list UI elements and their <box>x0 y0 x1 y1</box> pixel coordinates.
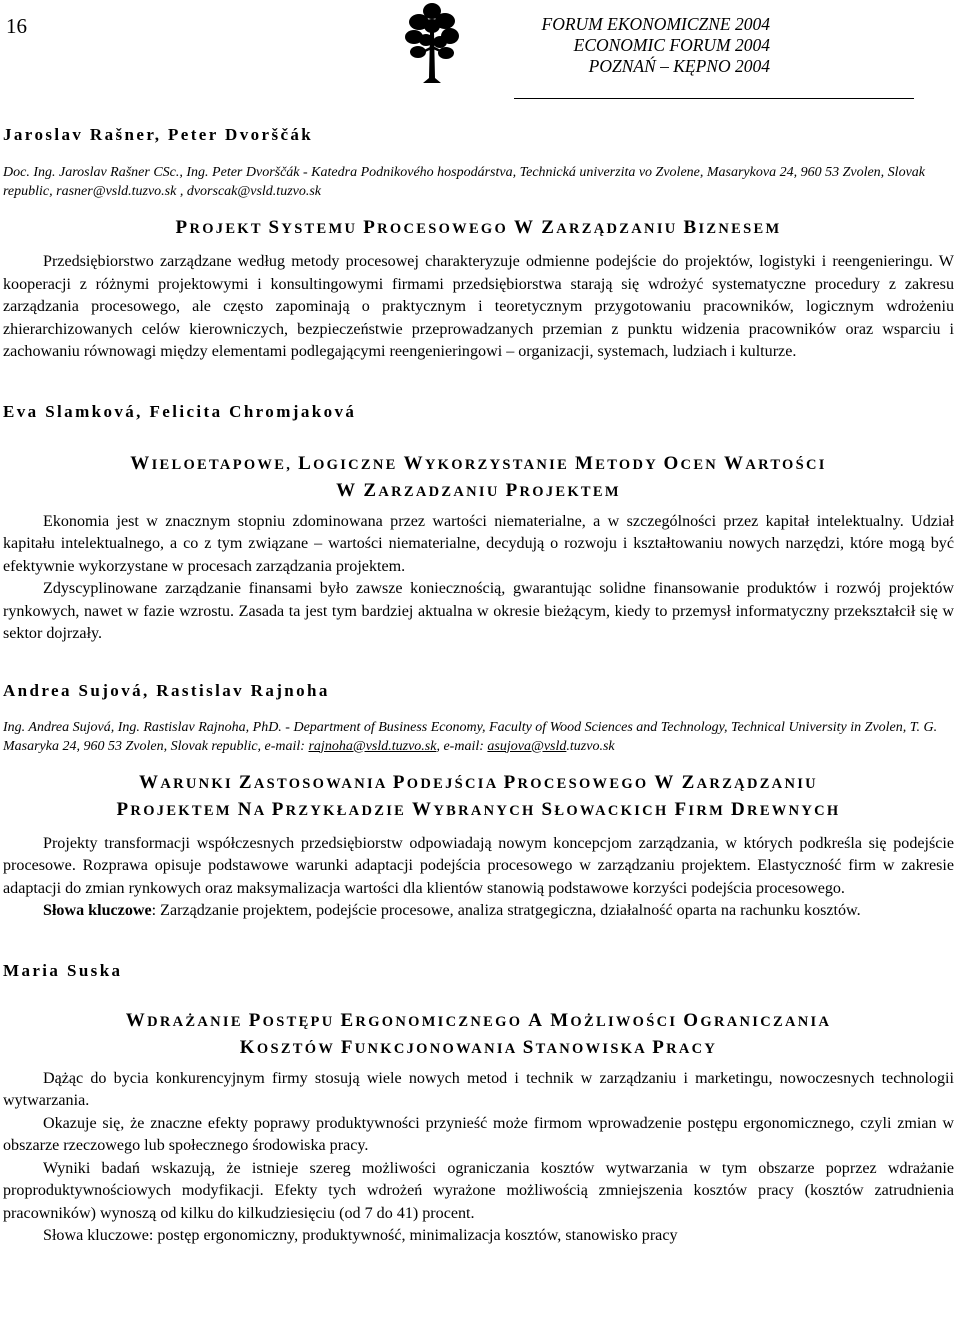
authors: Eva Slamková, Felicita Chromjaková <box>3 401 357 421</box>
authors: Jaroslav Rašner, Peter Dvorščák <box>3 125 314 144</box>
page-content <box>3 124 954 1248</box>
abstract-paragraph: Projekty transformacji współczesnych przedsiębiorstw odpowiadają nowym koncepcjom zarządzania, w których podkreśla się podejście procesowe. Rozprawa opisuje podstawowe warunki adaptacji podejścia procesowego w zarządzaniu projektem. Elastyczność firm w zakresie adaptacji do zmian rynkowych oraz maksymalizacja wartości dla klientów stanowią podstawowe korzyści podejścia procesowego. <box>3 834 954 897</box>
article-title: PROJEKT SYSTEMU PROCESOWEGO W ZARZĄDZANIU BIZNESEM <box>175 217 782 238</box>
abstract-section <box>3 401 954 646</box>
abstract-section <box>3 680 954 923</box>
header-rule <box>514 98 914 99</box>
page-number: 16 <box>6 14 27 38</box>
abstract-body <box>3 251 954 364</box>
affiliation-text: .tuzvo.sk <box>566 738 615 754</box>
abstract-paragraph: Okazuje się, że znaczne efekty poprawy produktywności przynieść może firmom wprowadzenie postępu ergonomicznego, czyli zmian w obszarze rzeczowego lub społecznego środowiska pracy. <box>3 1114 954 1154</box>
email-link[interactable]: rajnoha@vsld.tuzvo.sk <box>308 738 437 754</box>
article-title: PROJEKTEM NA PRZYKŁADZIE WYBRANYCH SŁOWACKICH FIRM DREWNYCH <box>116 798 841 820</box>
email-link[interactable]: asujova@vsld <box>487 738 567 754</box>
tree-logo-icon <box>404 2 460 84</box>
conference-line: POZNAŃ – KĘPNO 2004 <box>588 56 770 76</box>
abstract-paragraph: Ekonomia jest w znacznym stopniu zdominowana przez wartości niematerialne, a w szczególności przez kapitał intelektualny. Udział kapitału intelektualnego, a co z tym związane – wartości niematerialne, decydują o rozwoju i kształtowaniu nowych narzędzi, które mogą być efektywnie wykorzystane w procesach zarządzania projektem. <box>3 512 954 575</box>
abstract-section <box>3 960 954 1248</box>
conference-info <box>542 14 770 77</box>
article-title: WDRAŻANIE POSTĘPU ERGONOMICZNEGO A MOŻLIWOŚCI OGRANICZANIA <box>125 1009 832 1031</box>
keywords-text: : Zarządzanie projektem, podejście procesowe, analiza stratgegiczna, działalność oparta na rachunku kosztów. <box>151 902 861 919</box>
abstract-body <box>3 1068 954 1248</box>
abstract-paragraph: Zdyscyplinowane zarządzanie finansami było zawsze koniecznością, gwarantując solidne finansowanie produktów i rozwój projektów rynkowych, nawet w fazie wzrostu. Zasada ta jest tym bardziej aktualna w okresie bieżącym, kiedy to przemysł informatyczny przekształcił się w sektor dojrzały. <box>3 580 954 642</box>
page-header <box>0 0 960 100</box>
affiliation: Doc. Ing. Jaroslav Rašner CSc., Ing. Peter Dvorščák - Katedra Podnikového hospodárstva, Technická univerzita vo Zvolene, Masarykova 24, 960 53 Zvolen, Slovak republic, rasner@vsld.tuzvo.sk , dvorscak@vsld.tuzvo.sk <box>3 165 925 199</box>
keywords: Słowa kluczowe: postęp ergonomiczny, produktywność, minimalizacja kosztów, stanowisko pracy <box>43 1227 678 1244</box>
abstract-paragraph: Dążąc do bycia konkurencyjnym firmy stosują wiele nowych metod i technik w zarządzaniu i marketingu, nowoczesnych technologii wytwarzania. <box>3 1069 954 1109</box>
authors: Andrea Sujová, Rastislav Rajnoha <box>3 680 330 700</box>
authors: Maria Suska <box>3 960 123 980</box>
article-title: KOSZTÓW FUNKCJONOWANIA STANOWISKA PRACY <box>239 1036 718 1058</box>
abstract-paragraph: Przedsiębiorstwo zarządzane według metody procesowej charakteryzuje odmienne podejście do projektów, logistyki i reengenieringu. W kooperacji z różnymi projektowymi i konsultingowymi firmami przedsiębiorstwa starają się wdrożyć systematyczne procedury z zakresu zarządzania procesowego, ale często zapominają o praktycznym i teoretycznym przygotowaniu pracowników, logicznym wdrożeniu zhierarchizowanych celów kierowniczych, bezpieczeństwie przeprowadzanych przemian z punktu widzenia pracowników oraz wsparciu i zachowaniu równowagi między elementami podlegającymi reengenieringowi – organizacji, systemach, ludziach i kulturze. <box>3 253 954 360</box>
abstract-body <box>3 833 954 923</box>
conference-line: FORUM EKONOMICZNE 2004 <box>541 14 770 34</box>
affiliation-text: Ing. Andrea Sujová, Ing. Rastislav Rajnoha, PhD. - Department of Business Economy, Faculty of Wood Sciences and Technology, Technical University in Zvolen, T. G. Masaryka 24, 960 53 Zvolen, Slovak republic, e-mail: <box>3 719 938 754</box>
abstract-body <box>3 511 954 646</box>
abstract-paragraph: Wyniki badań wskazują, że istnieje szereg możliwości ograniczania kosztów wytwarzania w tym obszarze poprzez wdrażanie proproduktywnościowych modyfikacji. Efekty tych wdrożeń wyrażone możliwością zmniejszenia kosztów pracy (kosztów zatrudnienia pracowników) wynoszą od kilku do kilkudziesięciu (od 7 do 41) procent. <box>3 1159 954 1222</box>
abstract-section <box>3 124 954 364</box>
keywords-label: Słowa kluczowe <box>43 902 152 919</box>
affiliation-text: , e-mail: <box>436 738 488 754</box>
article-title: WARUNKI ZASTOSOWANIA PODEJŚCIA PROCESOWEGO W ZARZĄDZANIU <box>139 771 818 793</box>
conference-line: ECONOMIC FORUM 2004 <box>573 35 770 55</box>
affiliation <box>3 718 954 756</box>
keywords <box>3 900 954 923</box>
article-title: WIELOETAPOWE, LOGICZNE WYKORZYSTANIE METODY OCEN WARTOŚCI <box>130 452 827 474</box>
article-title: W ZARZADZANIU PROJEKTEM <box>336 479 621 501</box>
